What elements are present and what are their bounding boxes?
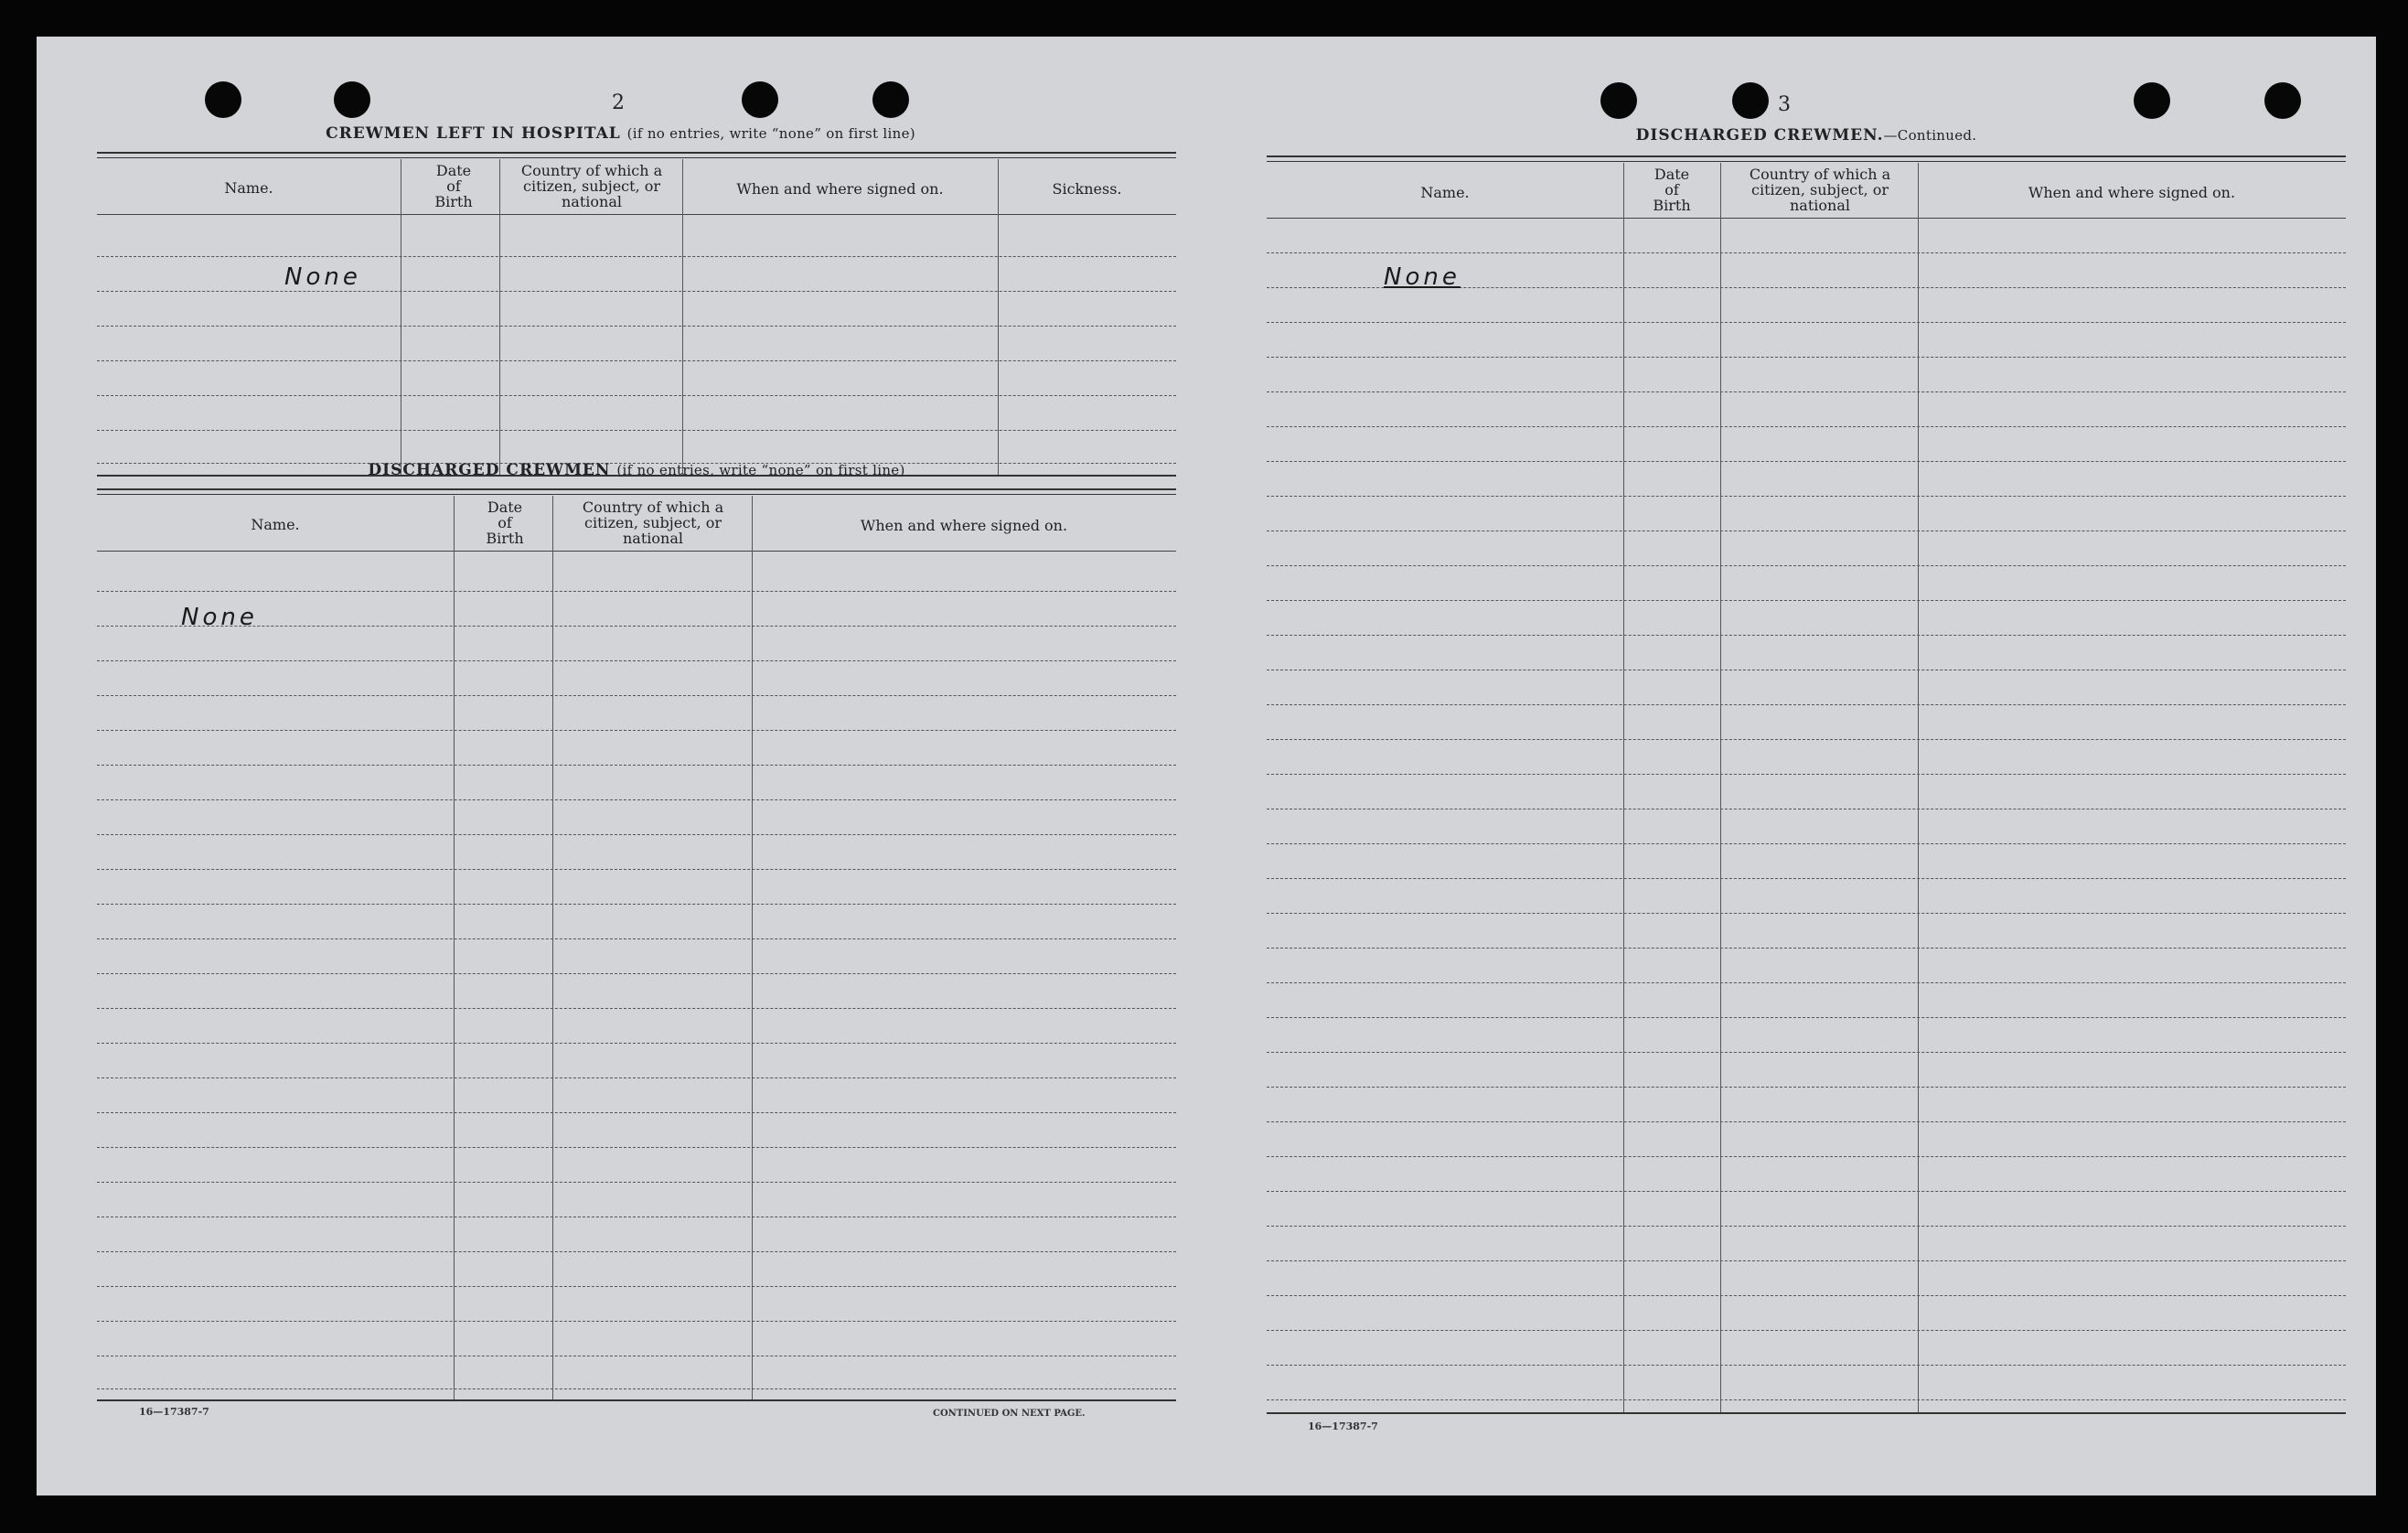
col-name: Name. — [224, 179, 273, 197]
hospital-table — [97, 152, 1176, 478]
continued-label: —Continued. — [1883, 127, 1977, 144]
discharged-table-left — [97, 488, 1176, 1403]
col-country: Country of which a citizen, subject, or national — [1749, 166, 1891, 214]
handwritten-entry: None — [1384, 263, 1461, 291]
col-signed-on: When and where signed on. — [736, 180, 944, 198]
col-country: Country of which a citizen, subject, or national — [520, 162, 663, 210]
punch-hole — [205, 81, 241, 118]
hospital-title-text: CREWMEN LEFT IN HOSPITAL — [326, 124, 621, 143]
page-number-left: 2 — [612, 91, 625, 114]
col-sickness: Sickness. — [1052, 180, 1122, 198]
punch-hole — [742, 81, 778, 118]
col-country: Country of which a citizen, subject, or national — [582, 498, 724, 547]
handwritten-entry: None — [284, 263, 361, 291]
form-number-left: 16—17387-7 — [139, 1406, 209, 1418]
col-date-of-birth: Date of Birth — [486, 498, 524, 547]
col-date-of-birth: Date of Birth — [434, 162, 473, 210]
col-signed-on: When and where signed on. — [2028, 184, 2236, 201]
document-sheet — [37, 37, 2376, 1495]
col-name: Name. — [251, 516, 300, 533]
page-number-right: 3 — [1778, 93, 1791, 116]
discharged-table-right — [1267, 155, 2346, 1416]
col-name: Name. — [1420, 184, 1470, 201]
discharged-continued-title-text: DISCHARGED CREWMEN. — [1635, 126, 1884, 145]
punch-hole — [1600, 82, 1637, 119]
punch-hole — [334, 81, 370, 118]
discharged-continued-title — [1267, 126, 2346, 145]
punch-hole — [2264, 82, 2301, 119]
col-date-of-birth: Date of Birth — [1653, 166, 1691, 214]
discharged-section-title — [97, 461, 1176, 479]
discharged-title-note: (if no entries, write “none” on first line) — [616, 462, 905, 478]
punch-hole — [2134, 82, 2170, 119]
hospital-title-note: (if no entries, write “none” on first line) — [626, 125, 915, 142]
punch-hole — [872, 81, 909, 118]
continued-note: CONTINUED ON NEXT PAGE. — [933, 1409, 1086, 1419]
discharged-title-text: DISCHARGED CREWMEN — [368, 461, 611, 479]
handwritten-entry: None — [181, 604, 258, 631]
hospital-section-title — [97, 124, 1144, 143]
punch-hole — [1732, 82, 1769, 119]
form-number-right: 16—17387-7 — [1308, 1420, 1378, 1432]
col-signed-on: When and where signed on. — [860, 517, 1068, 534]
